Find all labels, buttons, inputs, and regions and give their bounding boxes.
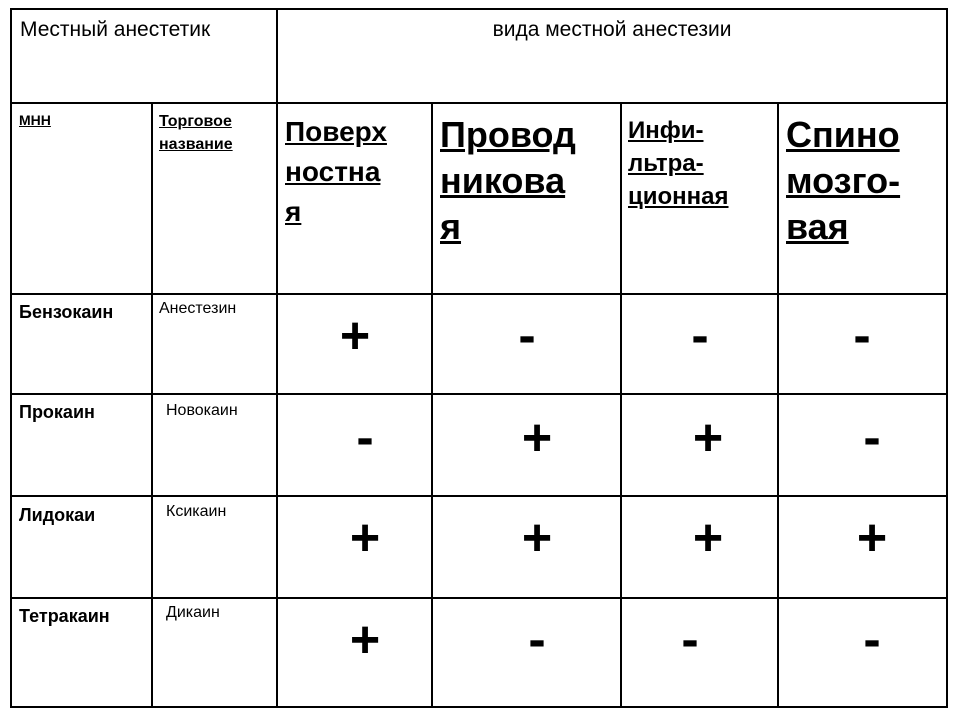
mark-r3-infiltration: + (692, 509, 724, 567)
row-1-trade: Анестезин (159, 300, 237, 317)
mark-r2-surface: - (356, 409, 374, 467)
row-1-mnn: Бензокаин (19, 302, 114, 322)
type-infiltration (628, 114, 729, 213)
type-conduction-line2: никова (440, 160, 566, 201)
mark-r3-spinal: + (856, 509, 888, 567)
mark-r4-conduction: - (528, 611, 546, 669)
mark-r4-surface: + (349, 611, 381, 669)
type-infiltration-line2: льтра- (628, 150, 704, 177)
type-conduction-line1: Провод (440, 114, 576, 155)
type-conduction-line3: я (440, 206, 462, 247)
mark-r1-surface: + (339, 307, 371, 365)
col-divider-5 (777, 103, 779, 708)
type-conduction (440, 112, 576, 250)
mark-r4-spinal: - (863, 611, 881, 669)
mark-r1-infiltration: - (691, 307, 709, 365)
row-2-trade: Новокаин (166, 402, 238, 419)
header-mnn: МНН (19, 112, 51, 128)
table-border-left (10, 8, 12, 708)
table-border-right (946, 8, 948, 708)
mark-r2-spinal: - (863, 409, 881, 467)
type-spinal-line2: мозго- (786, 160, 901, 201)
header-trade-name: Торговое название (159, 113, 233, 153)
mark-r4-infiltration: - (681, 611, 699, 669)
type-spinal-line1: Спино (786, 114, 900, 155)
type-spinal (786, 112, 900, 250)
row-4-trade: Дикаин (166, 604, 220, 621)
mark-r2-conduction: + (521, 409, 553, 467)
mark-r1-spinal: - (853, 307, 871, 365)
col-divider-1 (151, 103, 153, 708)
row-4-mnn: Тетракаин (19, 606, 110, 626)
type-infiltration-line1: Инфи- (628, 117, 704, 144)
header-anesthetic: Местный анестетик (20, 18, 211, 41)
col-divider-4 (620, 103, 622, 708)
col-divider-2 (276, 8, 278, 708)
type-surface-line1: Поверх (285, 116, 387, 147)
mark-r3-conduction: + (521, 509, 553, 567)
col-divider-3 (431, 103, 433, 708)
row-2-mnn: Прокаин (19, 402, 95, 422)
type-surface-line2: ностна (285, 156, 381, 187)
row-3-trade: Ксикаин (166, 503, 227, 520)
table-border-top (10, 8, 948, 10)
row-3-mnn: Лидокаи (19, 505, 96, 525)
mark-r1-conduction: - (518, 307, 536, 365)
mark-r3-surface: + (349, 509, 381, 567)
type-surface-line3: я (285, 196, 302, 227)
mark-r2-infiltration: + (692, 409, 724, 467)
type-surface (285, 112, 387, 232)
type-infiltration-line3: ционная (628, 183, 729, 210)
header-anesthesia-types: вида местной анестезии (492, 18, 732, 41)
type-spinal-line3: вая (786, 206, 849, 247)
